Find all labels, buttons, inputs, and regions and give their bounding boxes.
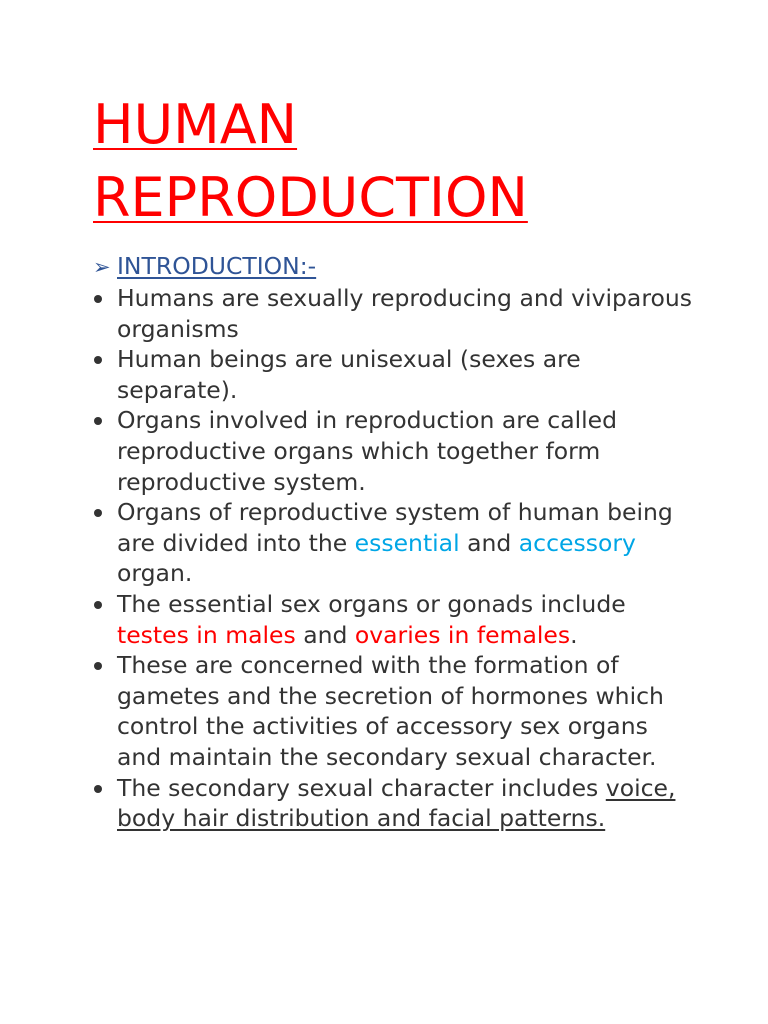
list-item-text: Humans are sexually reproducing and viviparous organisms <box>117 284 692 343</box>
bullet-icon <box>94 356 102 364</box>
bullet-icon <box>94 295 102 303</box>
bullet-icon <box>94 601 102 609</box>
list-item <box>93 344 693 405</box>
highlight-testes: testes in males <box>117 620 296 649</box>
list-item <box>93 497 693 589</box>
list-item-text: and <box>459 528 519 557</box>
highlight-ovaries: ovaries in females <box>354 620 571 649</box>
bullet-icon <box>94 417 102 425</box>
list-item <box>93 405 693 497</box>
list-item <box>93 283 693 344</box>
underlined-characters: voice, body hair distribution and facial patterns. <box>117 773 676 833</box>
highlight-accessory: accessory <box>518 528 636 557</box>
list-item-text: Human beings are unisexual (sexes are separate). <box>117 345 581 404</box>
section-heading-introduction <box>93 251 693 282</box>
document-page <box>93 88 693 834</box>
list-item <box>93 650 693 772</box>
list-item-text: Organs of reproductive system of human being are divided into the <box>117 498 673 557</box>
arrow-right-icon: ➢ <box>93 255 111 279</box>
bullet-list <box>93 283 693 834</box>
section-heading-label: INTRODUCTION:- <box>117 252 317 280</box>
list-item <box>93 773 693 834</box>
title-line-1: HUMAN <box>93 93 298 156</box>
list-item-text: The essential sex organs or gonads include <box>117 589 626 618</box>
list-item-text: organ. <box>117 559 193 588</box>
list-item-text: The secondary sexual character includes <box>117 773 606 802</box>
title-line-2: REPRODUCTION <box>93 166 528 229</box>
list-item-text: Organs involved in reproduction are called reproductive organs which together form reproductive system. <box>117 406 618 496</box>
bullet-icon <box>94 509 102 517</box>
highlight-essential: essential <box>354 528 460 557</box>
list-item-text: These are concerned with the formation of gametes and the secretion of hormones which control the activities of accessory sex organs and maintain the secondary sexual character. <box>117 651 664 771</box>
list-item-text: and <box>295 620 355 649</box>
list-item-text: . <box>570 620 578 649</box>
page-title <box>93 88 693 234</box>
list-item <box>93 589 693 650</box>
bullet-icon <box>94 662 102 670</box>
bullet-icon <box>94 785 102 793</box>
